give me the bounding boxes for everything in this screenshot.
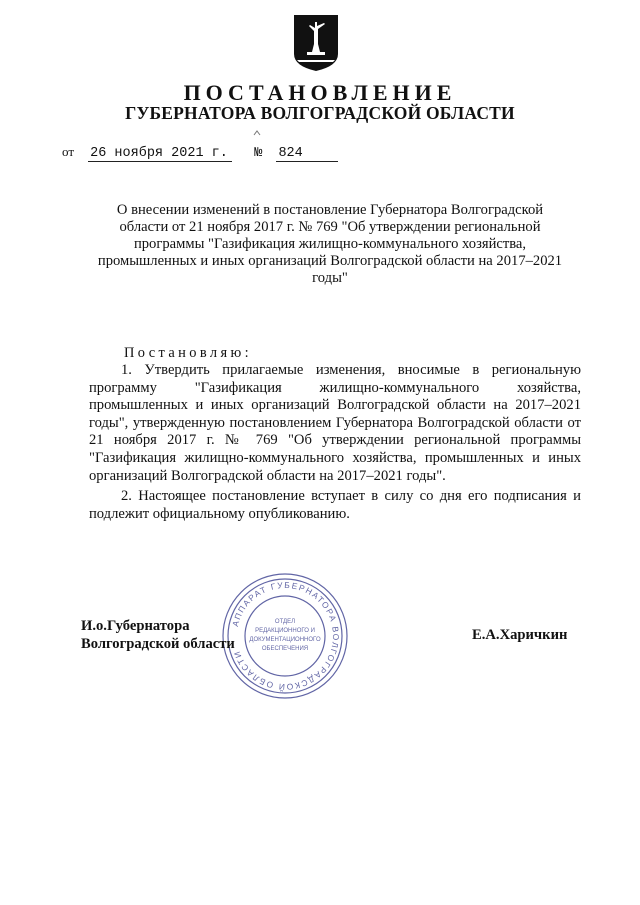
- emblem-icon: [293, 14, 339, 72]
- paragraph-2: 2. Настоящее постановление вступает в силу со дня его подписания и подлежит официальному опубликованию.: [89, 488, 581, 522]
- document-subtitle: ГУБЕРНАТОРА ВОЛГОГРАДСКОЙ ОБЛАСТИ: [125, 103, 515, 123]
- document-body: [89, 362, 581, 523]
- date-number-line: [62, 144, 338, 162]
- date-prefix: от: [62, 144, 75, 159]
- document-title: ПОСТАНОВЛЕНИЕ: [183, 80, 457, 105]
- document-date: 26 ноября 2021 г.: [88, 146, 232, 162]
- official-seal-stamp: [220, 571, 350, 701]
- document-number: 824: [276, 146, 338, 162]
- scan-mark-icon: [253, 130, 261, 136]
- signatory-position-line-2: Волгоградской области: [81, 636, 235, 652]
- signatory-position: [81, 617, 235, 653]
- seal-inner-line-1: ОТДЕЛ: [274, 619, 296, 625]
- document-subject: О внесении изменений в постановление Губернатора Волгоградской области от 21 ноября 2017 г. № 769 "Об утверждении региональной программы "Газификация жилищно-коммунального хозяйства, промышленных и иных организаций Волгоградской области на 2017–2021 годы": [97, 202, 563, 286]
- signatory-name: Е.А.Харичкин: [472, 627, 568, 643]
- paragraph-1: 1. Утвердить прилагаемые изменения, вносимые в региональную программу "Газификация жилищно-коммунального хозяйства, промышленных и иных организаций Волгоградской области на 2017–2021 годы", утвержденную постановлением Губернатора Волгоградской области от 21 ноября 2017 г. № 769 "Об утверждении региональной программы "Газификация жилищно-коммунального хозяйства, промышленных и иных организаций Волгоградской области на 2017–2021 годы".: [89, 362, 581, 484]
- signatory-position-line-1: И.о.Губернатора: [81, 618, 190, 634]
- seal-inner-line-2: РЕДАКЦИОННОГО И: [255, 628, 315, 634]
- decree-word: Постановляю:: [124, 345, 253, 361]
- number-prefix: №: [254, 146, 263, 161]
- seal-inner-line-4: ОБЕСПЕЧЕНИЯ: [261, 646, 309, 652]
- seal-inner-line-3: ДОКУМЕНТАЦИОННОГО: [249, 637, 321, 643]
- seal-ring-text: АППАРАТ ГУБЕРНАТОРА ВОЛГОГРАДСКОЙ ОБЛАСТИ: [229, 579, 342, 693]
